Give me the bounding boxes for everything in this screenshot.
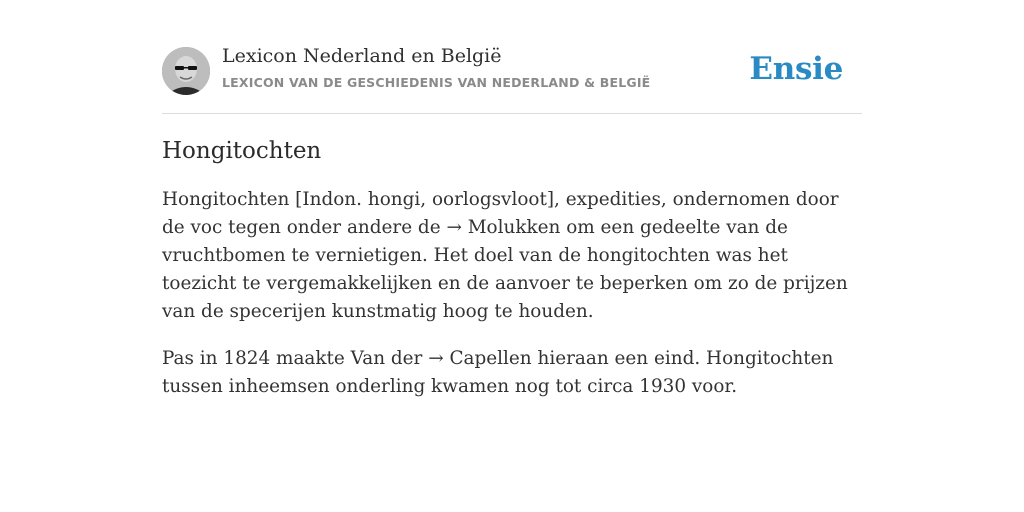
paragraph-2-text-end: hieraan een eind. Hongitochten tussen inheemsen onderling kwamen nog tot circa 1930 voor. — [162, 348, 834, 397]
brand-logo[interactable]: Ensie — [749, 51, 843, 87]
avatar[interactable] — [162, 47, 210, 95]
paragraph-1-text-end: om een gedeelte van de vruchtbomen te vernietigen. Het doel van de hongitochten was het toezicht te vergemakkelijken en de aanvoer te beperken om zo de prijzen van de specerijen kunstmatig hoog te houden. — [162, 217, 848, 322]
article-body — [162, 186, 862, 401]
article-card — [162, 40, 862, 420]
link-capellen[interactable]: → Capellen — [428, 348, 532, 369]
link-molukken[interactable]: → Molukken — [446, 217, 561, 238]
paragraph-2-text-start: Pas in 1824 maakte Van der — [162, 348, 429, 369]
paragraph-1-text-start: Hongitochten [Indon. hongi, oorlogsvloot], expedities, ondernomen door de voc tegen onder andere de — [162, 189, 839, 238]
paragraph-2 — [162, 345, 862, 401]
author-portrait-icon — [162, 47, 210, 95]
page-title: Hongitochten — [162, 138, 322, 164]
article-header — [162, 40, 862, 114]
author-name[interactable]: Lexicon Nederland en België — [222, 45, 502, 67]
paragraph-1 — [162, 186, 862, 326]
author-subtitle: LEXICON VAN DE GESCHIEDENIS VAN NEDERLAND & BELGIË — [222, 75, 651, 90]
